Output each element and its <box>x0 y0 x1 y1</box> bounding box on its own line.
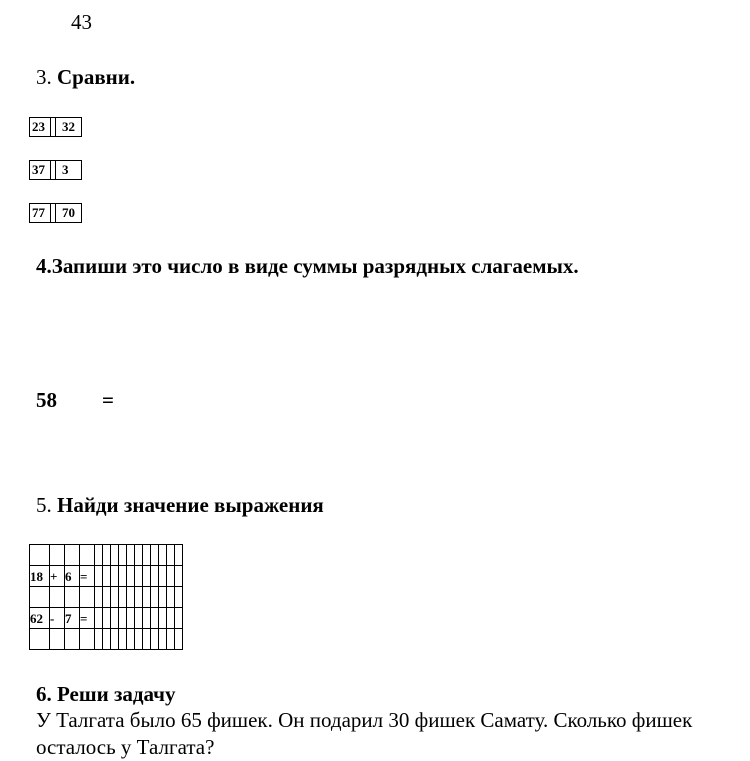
grid-row <box>30 587 183 608</box>
expr2-b: 7 <box>65 608 80 629</box>
expr1-op: + <box>50 566 65 587</box>
task4-title: 4.Запиши это число в виде суммы разрядных слагаемых. <box>36 254 579 278</box>
compare-box-1[interactable] <box>29 117 82 137</box>
task5-heading <box>36 493 324 518</box>
compare-box-2[interactable] <box>29 160 82 180</box>
compare-left-3: 77 <box>30 204 51 222</box>
compare-box-3[interactable] <box>29 203 82 223</box>
grid-row-expr2 <box>30 608 183 629</box>
task6-title: 6. Реши задачу <box>36 682 176 706</box>
expr1-eq: = <box>80 566 95 587</box>
task4-number: 58 <box>36 388 57 412</box>
task6-text: У Талгата было 65 фишек. Он подарил 30 фишек Самату. Сколько фишек осталось у Талгата? <box>36 708 693 759</box>
task5-title: Найди значение выражения <box>57 493 324 517</box>
task3-title: Сравни. <box>57 65 136 89</box>
grid-row <box>30 629 183 650</box>
compare-right-1: 32 <box>62 119 75 134</box>
task3-heading <box>36 65 135 90</box>
expr2-eq: = <box>80 608 95 629</box>
expr2-op: - <box>50 608 65 629</box>
compare-right-2: 3 <box>62 162 69 177</box>
task5-number: 5. <box>36 493 52 517</box>
answer-cell[interactable] <box>95 608 103 629</box>
expression-grid <box>29 544 183 650</box>
compare-right-3: 70 <box>62 205 75 220</box>
expr1-b: 6 <box>65 566 80 587</box>
task3-number: 3. <box>36 65 52 89</box>
page-number: 43 <box>71 10 92 34</box>
grid-row <box>30 545 183 566</box>
expr2-a: 62 <box>30 608 50 629</box>
answer-cell[interactable] <box>95 566 103 587</box>
grid-row-expr1 <box>30 566 183 587</box>
compare-left-1: 23 <box>30 118 51 136</box>
compare-left-2: 37 <box>30 161 51 179</box>
task4-equals: = <box>102 388 114 412</box>
expr1-a: 18 <box>30 566 50 587</box>
